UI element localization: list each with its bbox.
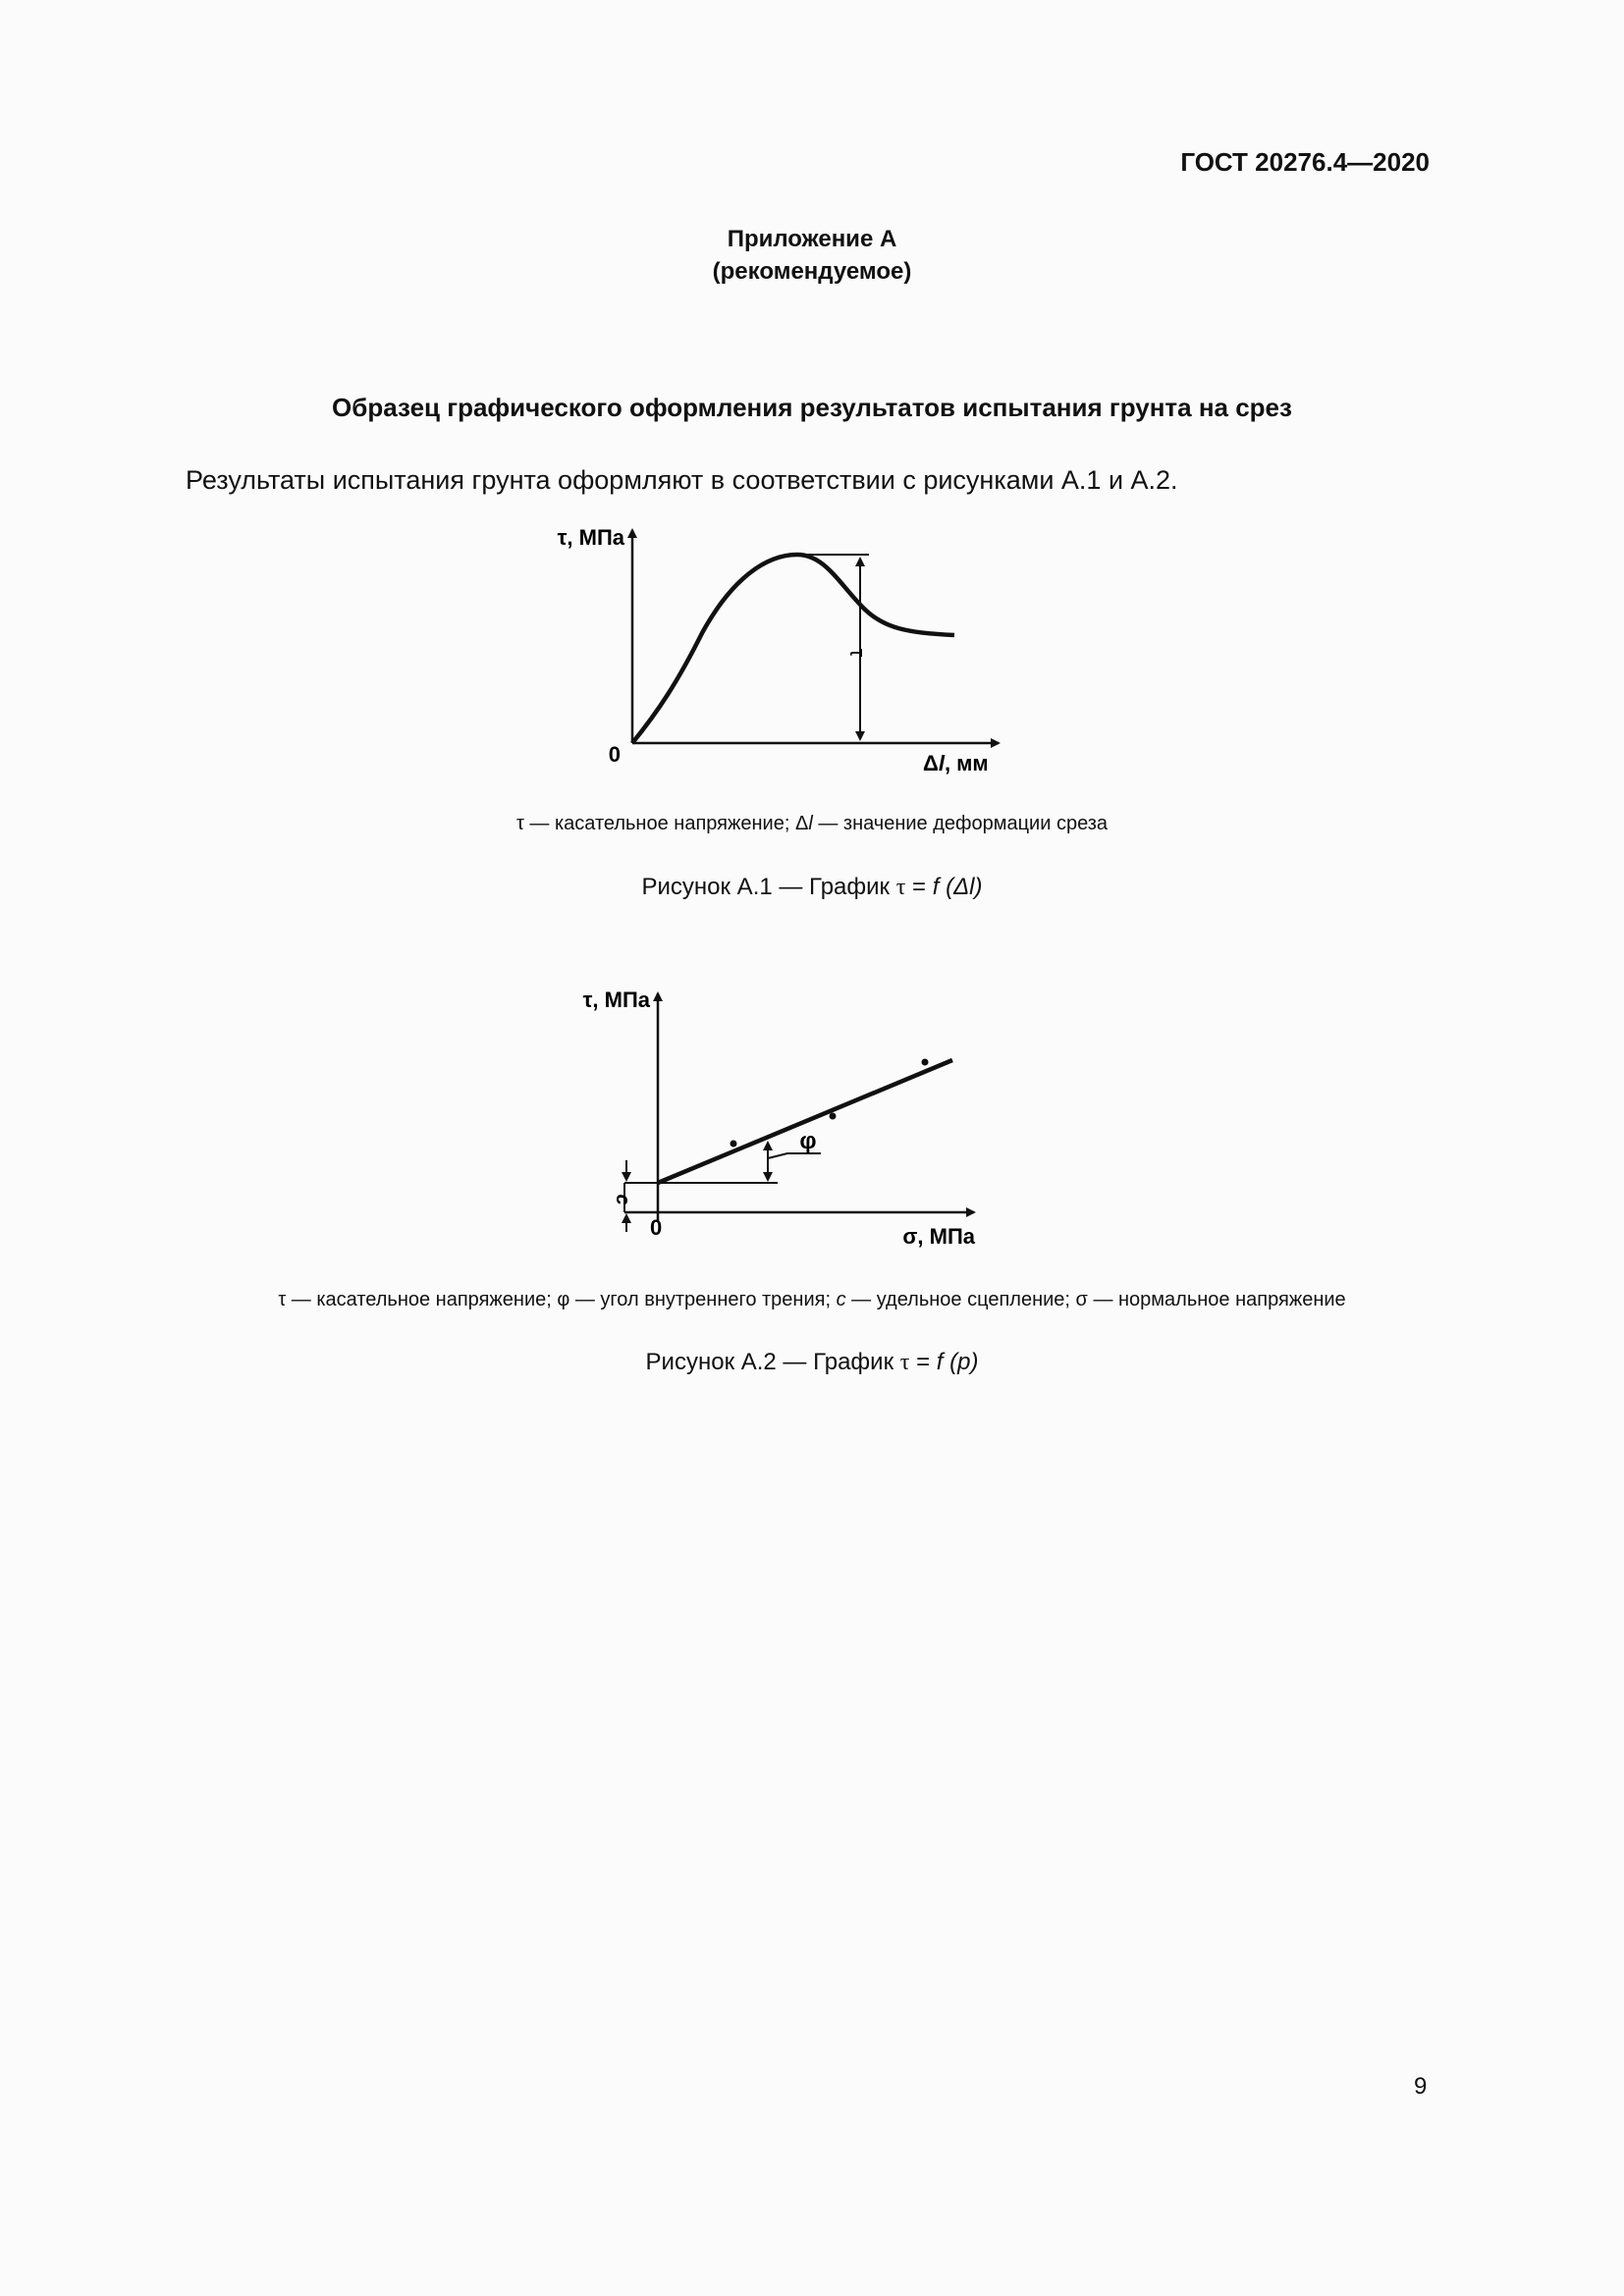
section-title: Образец графического оформления результатов испытания грунта на срез [332, 393, 1292, 422]
x-axis-label: Δl, мм [923, 751, 989, 775]
origin-label: 0 [608, 742, 621, 767]
figure-a1-caption: Рисунок А.1 — График τ = f (Δl) [641, 874, 983, 900]
y-axis-label: τ, МПа [582, 988, 650, 1012]
cohesion-label: c [612, 1194, 633, 1205]
figure-a1-legend: τ — касательное напряжение; Δl — значение деформации среза [515, 813, 1109, 834]
intro-paragraph: Результаты испытания грунта оформляют в соответствии с рисунками А.1 и А.2. [186, 465, 1178, 495]
data-point [731, 1141, 737, 1148]
figure-a2-legend: τ — касательное напряжение; φ — угол внутреннего трения; c — удельное сцепление; σ — нормальное напряжение [278, 1289, 1346, 1310]
figure-a2-caption: Рисунок А.2 — График τ = f (p) [645, 1349, 979, 1375]
y-axis-label: τ, МПа [557, 525, 624, 550]
standard-code: ГОСТ 20276.4—2020 [1180, 147, 1430, 177]
figure-a1 [530, 515, 1021, 785]
annex-status: (рекомендуемое) [712, 258, 912, 285]
shear-curve [632, 555, 954, 743]
annex-title: Приложение А [727, 226, 897, 252]
x-axis-label: σ, МПа [902, 1224, 975, 1249]
strength-line [658, 1060, 952, 1183]
data-point [830, 1113, 837, 1120]
peak-label: τ [845, 648, 870, 658]
figure-a2 [569, 982, 1001, 1256]
page-number: 9 [1414, 2073, 1428, 2100]
data-point [922, 1059, 929, 1066]
angle-label: φ [799, 1128, 817, 1154]
origin-label: 0 [650, 1215, 663, 1240]
